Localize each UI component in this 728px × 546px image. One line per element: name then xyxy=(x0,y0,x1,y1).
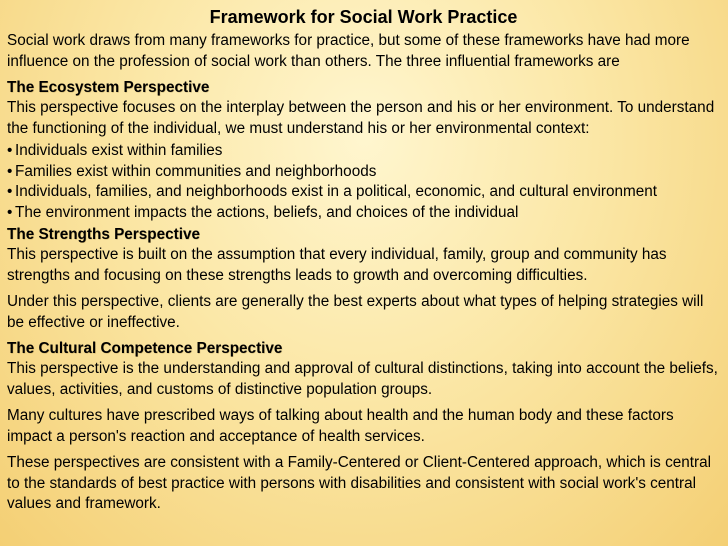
bullet-icon: • xyxy=(7,162,13,180)
strengths-paragraph-1: This perspective is built on the assumption that every individual, family, group and community has strengths and focusing on these strengths leads to growth and overcoming difficulties. xyxy=(7,246,667,284)
bullet-icon: • xyxy=(7,203,13,221)
bullet-icon: • xyxy=(7,142,13,159)
slide-title: Framework for Social Work Practice xyxy=(209,7,518,27)
list-item xyxy=(7,182,720,203)
cultural-heading: The Cultural Competence Perspective xyxy=(7,340,283,357)
ecosystem-paragraph: This perspective focuses on the interplay between the person and his or her environment. To understand the functioning of the individual, we must understand his or her environmental context: xyxy=(7,99,715,137)
ecosystem-heading: The Ecosystem Perspective xyxy=(7,79,210,96)
list-item xyxy=(7,141,720,162)
bullet-icon: • xyxy=(7,183,13,200)
list-item xyxy=(7,203,720,224)
bullet-text: The environment impacts the actions, beliefs, and choices of the individual xyxy=(15,203,519,221)
intro-paragraph: Social work draws from many frameworks for practice, but some of these frameworks have had more influence on the profession of social work than others. The three influential frameworks are xyxy=(7,32,690,70)
cultural-paragraph-2: Many cultures have prescribed ways of talking about health and the human body and these factors impact a person's reaction and acceptance of health services. xyxy=(7,407,674,445)
cultural-paragraph-1: This perspective is the understanding and approval of cultural distinctions, taking into account the beliefs, values, activities, and customs of distinctive population groups. xyxy=(7,360,718,398)
bullet-text: Individuals exist within families xyxy=(15,142,223,159)
ecosystem-bullet-list xyxy=(7,141,720,223)
strengths-heading: The Strengths Perspective xyxy=(7,226,200,243)
closing-paragraph: These perspectives are consistent with a Family-Centered or Client-Centered approach, which is central to the standards of best practice with persons with disabilities and consistent with social work's central values and framework. xyxy=(7,454,711,512)
strengths-paragraph-2: Under this perspective, clients are generally the best experts about what types of helping strategies will be effective or ineffective. xyxy=(7,293,704,331)
list-item xyxy=(7,162,720,183)
bullet-text: Families exist within communities and neighborhoods xyxy=(15,162,377,180)
bullet-text: Individuals, families, and neighborhoods exist in a political, economic, and cultural environment xyxy=(15,183,657,200)
